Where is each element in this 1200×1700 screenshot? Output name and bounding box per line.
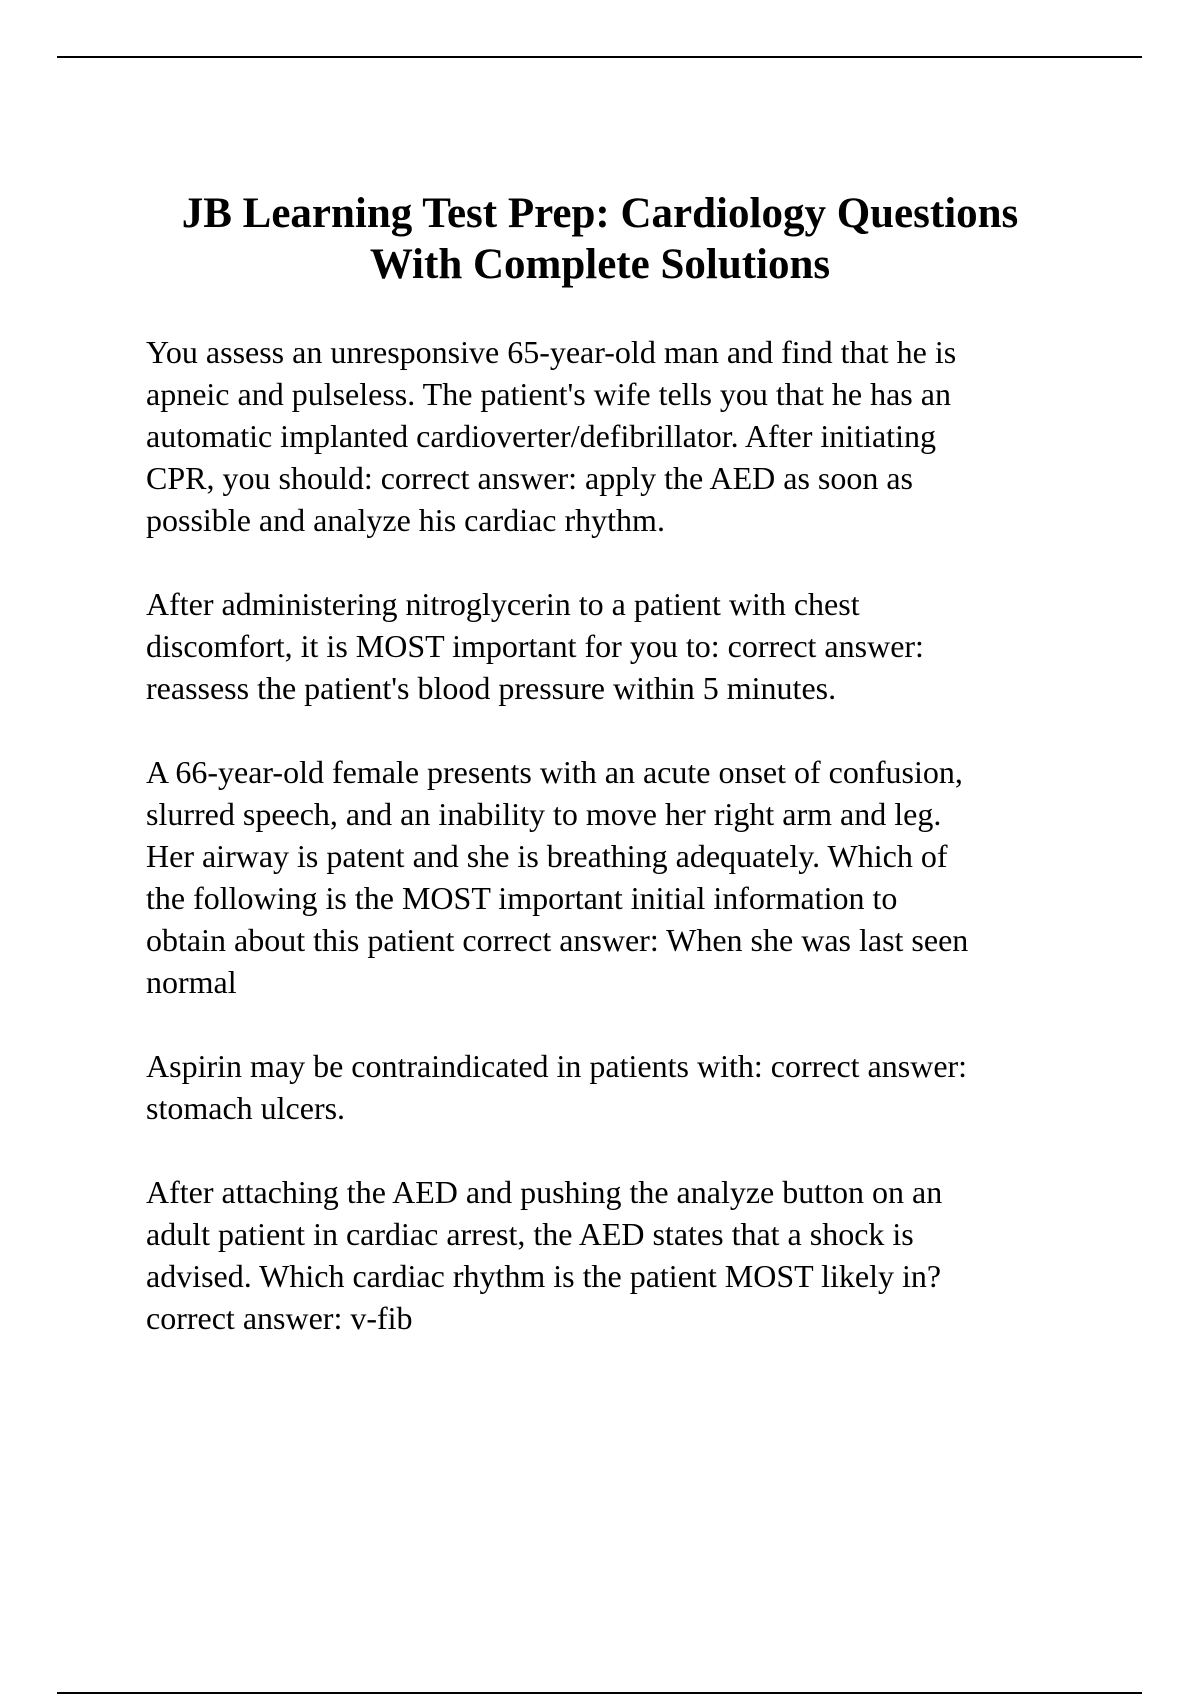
title-line: JB Learning Test Prep: Cardiology Questions (181, 190, 1019, 237)
qa-line: Aspirin may be contraindicated in patients with: correct answer: (146, 1048, 968, 1084)
qa-line: discomfort, it is MOST important for you to: correct answer: (146, 628, 924, 664)
document-title (110, 188, 1090, 290)
qa-line: stomach ulcers. (146, 1090, 346, 1126)
qa-line: slurred speech, and an inability to move her right arm and leg. (146, 796, 942, 832)
qa-line: possible and analyze his cardiac rhythm. (146, 502, 665, 538)
qa-line: adult patient in cardiac arrest, the AED states that a shock is (146, 1216, 914, 1252)
qa-line: Her airway is patent and she is breathing adequately. Which of (146, 838, 948, 874)
qa-line: reassess the patient's blood pressure within 5 minutes. (146, 670, 837, 706)
qa-list (146, 331, 1106, 1381)
top-rule (57, 56, 1142, 58)
qa-item (146, 1045, 1106, 1129)
qa-line: automatic implanted cardioverter/defibrillator. After initiating (146, 418, 936, 454)
qa-line: After administering nitroglycerin to a patient with chest (146, 586, 860, 622)
qa-item (146, 1171, 1106, 1339)
qa-line: After attaching the AED and pushing the analyze button on an (146, 1174, 943, 1210)
title-line: With Complete Solutions (369, 241, 831, 288)
qa-line: obtain about this patient correct answer: When she was last seen (146, 922, 969, 958)
qa-line: correct answer: v-fib (146, 1300, 413, 1336)
qa-line: normal (146, 964, 237, 1000)
qa-line: the following is the MOST important initial information to (146, 880, 898, 916)
qa-line: apneic and pulseless. The patient's wife tells you that he has an (146, 376, 951, 412)
qa-line: advised. Which cardiac rhythm is the patient MOST likely in? (146, 1258, 942, 1294)
qa-item (146, 583, 1106, 709)
qa-item (146, 331, 1106, 541)
bottom-rule (57, 1692, 1142, 1694)
qa-line: You assess an unresponsive 65-year-old man and find that he is (146, 334, 957, 370)
qa-line: A 66-year-old female presents with an acute onset of confusion, (146, 754, 963, 790)
qa-line: CPR, you should: correct answer: apply the AED as soon as (146, 460, 913, 496)
qa-item (146, 751, 1106, 1003)
